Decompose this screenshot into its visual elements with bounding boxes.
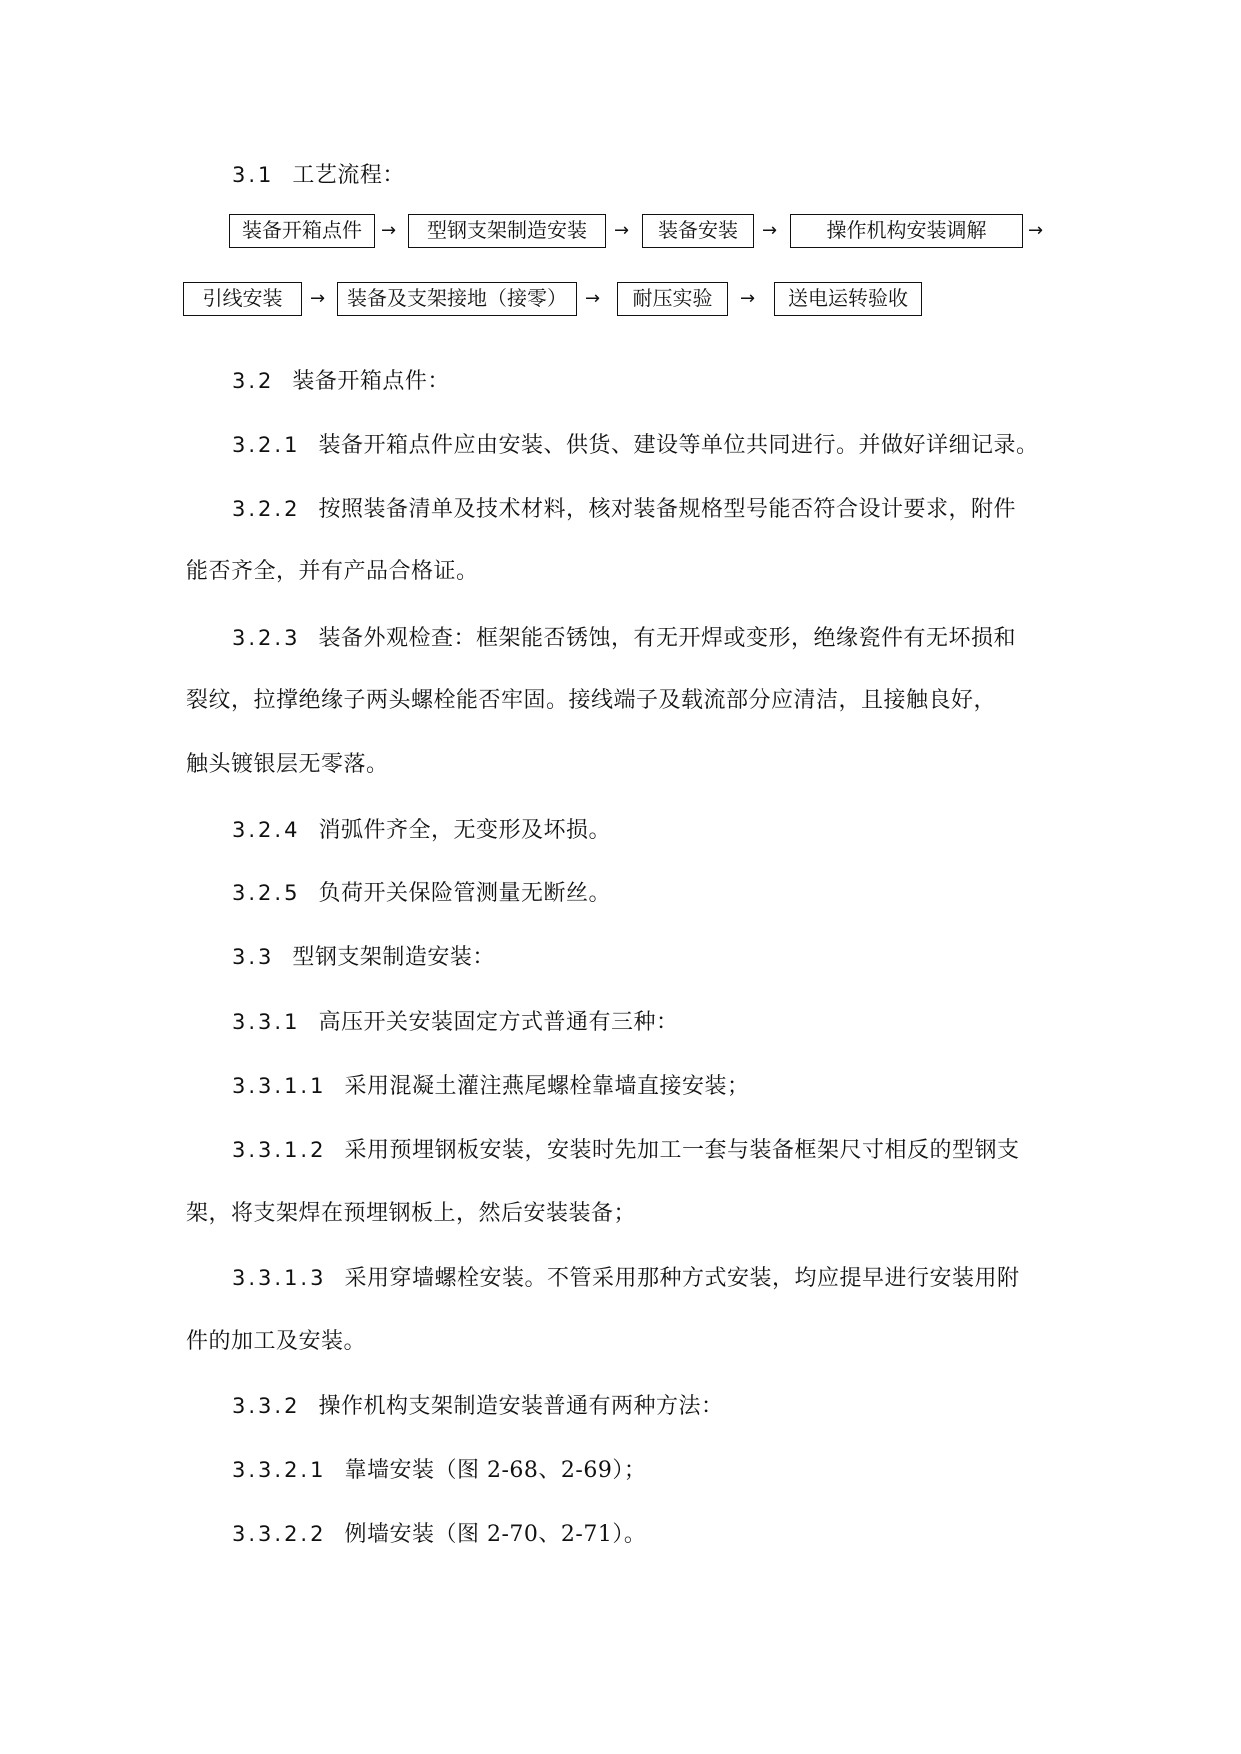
- section-title: 工艺流程：: [292, 163, 405, 188]
- paragraph-text: 消弧件齐全，无变形及坏损。: [318, 818, 611, 843]
- paragraph-number: 3.3.2.1: [232, 1458, 327, 1482]
- flow-arrow-icon: →: [585, 288, 601, 309]
- paragraph-3-2-4: [232, 815, 611, 846]
- flow-step-acceptance: 送电运转验收: [774, 282, 922, 316]
- flow-row-2: [0, 282, 1241, 318]
- paragraph-text: 型钢支架制造安装：: [292, 945, 495, 970]
- flow-row-1: [0, 214, 1241, 250]
- paragraph-3-2-3: [232, 623, 1016, 654]
- paragraph-number: 3.3.1.3: [232, 1266, 327, 1290]
- paragraph-3-3: [232, 942, 495, 973]
- paragraph-number: 3.3: [232, 945, 275, 969]
- flow-step-mechanism: 操作机构安装调解: [790, 214, 1023, 248]
- paragraph-text: 采用预埋钢板安装，安装时先加工一套与装备框架尺寸相反的型钢支: [344, 1138, 1020, 1163]
- paragraph-number: 3.2: [232, 369, 275, 393]
- paragraph-text: 例墙安装（图 2-70、2-71）。: [344, 1522, 647, 1547]
- flow-arrow-icon: →: [762, 220, 778, 241]
- paragraph-continuation: 触头镀银层无零落。: [186, 752, 389, 777]
- paragraph-number: 3.2.3: [232, 626, 301, 650]
- paragraph-3-2-5: [232, 878, 611, 909]
- section-number: 3.1: [232, 163, 275, 187]
- paragraph-text: 靠墙安装（图 2-68、2-69）；: [344, 1458, 647, 1483]
- paragraph-number: 3.2.1: [232, 433, 301, 457]
- paragraph-text: 采用穿墙螺栓安装。不管采用那种方式安装，均应提早进行安装用附: [344, 1266, 1020, 1291]
- flow-arrow-icon: →: [614, 220, 630, 241]
- paragraph-number: 3.3.2.2: [232, 1522, 327, 1546]
- paragraph-3-3-1-3: [232, 1263, 1020, 1294]
- flow-arrow-icon: →: [381, 220, 397, 241]
- flow-step-leads: 引线安装: [183, 282, 302, 316]
- flow-arrow-icon: →: [310, 288, 326, 309]
- paragraph-continuation: 件的加工及安装。: [186, 1329, 367, 1354]
- paragraph-text: 操作机构支架制造安装普通有两种方法：: [318, 1394, 724, 1419]
- paragraph-number: 3.2.5: [232, 881, 301, 905]
- paragraph-number: 3.3.1.1: [232, 1074, 327, 1098]
- paragraph-3-3-2: [232, 1391, 723, 1422]
- paragraph-3-3-1: [232, 1007, 678, 1038]
- paragraph-number: 3.3.1: [232, 1010, 301, 1034]
- paragraph-text: 装备开箱点件：: [292, 369, 450, 394]
- flow-step-pressure-test: 耐压实验: [617, 282, 728, 316]
- paragraph-text: 采用混凝土灌注燕尾螺栓靠墙直接安装；: [344, 1074, 750, 1099]
- flow-step-install: 装备安装: [642, 214, 754, 248]
- paragraph-text: 高压开关安装固定方式普通有三种：: [318, 1010, 679, 1035]
- section-heading-3-1: [232, 160, 405, 191]
- paragraph-number: 3.2.4: [232, 818, 301, 842]
- flow-step-unpack: 装备开箱点件: [229, 214, 375, 248]
- paragraph-3-3-1-1: [232, 1071, 750, 1102]
- paragraph-text: 装备开箱点件应由安装、供货、建设等单位共同进行。并做好详细记录。: [318, 433, 1039, 458]
- paragraph-3-3-2-2: [232, 1519, 646, 1550]
- paragraph-text: 装备外观检查：框架能否锈蚀，有无开焊或变形，绝缘瓷件有无坏损和: [318, 626, 1016, 651]
- paragraph-text: 负荷开关保险管测量无断丝。: [318, 881, 611, 906]
- paragraph-3-2-1: [232, 430, 1038, 461]
- paragraph-text: 按照装备清单及技术材料，核对装备规格型号能否符合设计要求，附件: [318, 497, 1016, 522]
- paragraph-3-3-1-2: [232, 1135, 1020, 1166]
- paragraph-3-3-2-1: [232, 1455, 646, 1486]
- paragraph-number: 3.3.1.2: [232, 1138, 327, 1162]
- paragraph-number: 3.3.2: [232, 1394, 301, 1418]
- flow-step-grounding: 装备及支架接地（接零）: [337, 282, 577, 316]
- paragraph-continuation: 裂纹，拉撑绝缘子两头螺栓能否牢固。接线端子及载流部分应清洁，且接触良好，: [186, 688, 997, 713]
- paragraph-continuation: 能否齐全，并有产品合格证。: [186, 559, 479, 584]
- paragraph-continuation: 架，将支架焊在预埋钢板上，然后安装装备；: [186, 1201, 637, 1226]
- paragraph-number: 3.2.2: [232, 497, 301, 521]
- paragraph-3-2: [232, 366, 450, 397]
- paragraph-3-2-2: [232, 494, 1016, 525]
- flow-step-steel-bracket: 型钢支架制造安装: [408, 214, 606, 248]
- flow-arrow-icon: →: [1028, 220, 1044, 241]
- flow-arrow-icon: →: [740, 288, 756, 309]
